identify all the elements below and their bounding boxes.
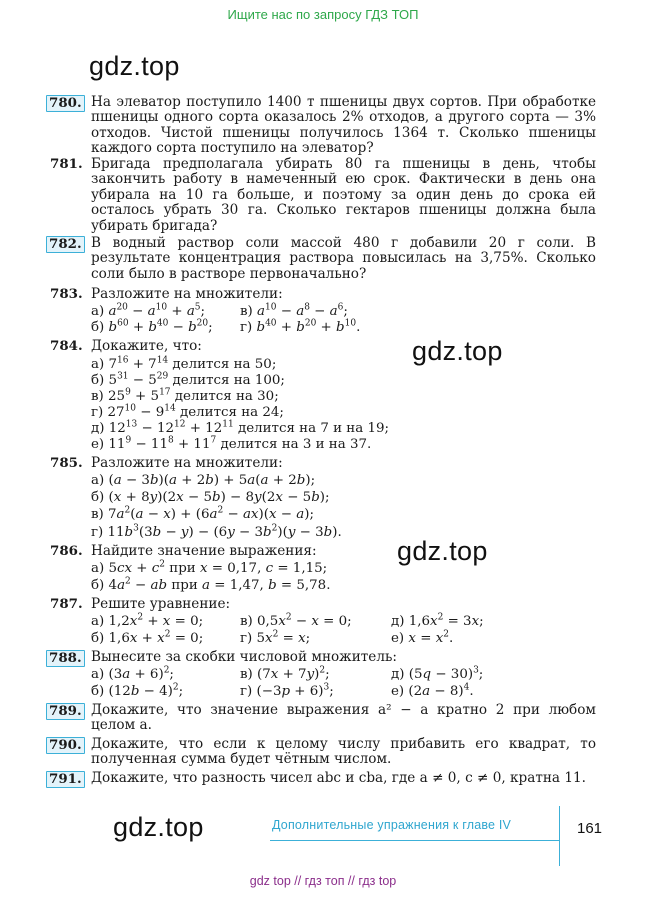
problem-787 — [50, 597, 596, 612]
problem-791 — [50, 771, 596, 786]
formula-line: а) $5cx + c^2$ при x = 0,17, c = 1,15; — [91, 559, 328, 576]
formula-line: г) $11b^3(3b - y) - (6y - 3b^2)(y - 3b)$. — [91, 523, 342, 540]
formula-line: б) (x + 8y)(2x − 5b) − 8y(2x − 5b); — [91, 490, 330, 505]
problem-790 — [50, 737, 596, 768]
chapter-title: Дополнительные упражнения к главе IV — [272, 818, 512, 832]
watermark-logo: gdz.top — [89, 51, 180, 81]
problem-text: Вынесите за скобки числовой множитель: — [91, 649, 397, 665]
formula-line: б) $(12b - 4)^2$; — [91, 682, 184, 699]
problem-781 — [50, 157, 596, 234]
watermark-logo: gdz.top — [412, 336, 503, 366]
problem-783 — [50, 287, 596, 302]
formula-line: в) $0,5x^2 - x = 0$; — [240, 612, 352, 629]
formula-line: г) $5x^2 = x$; — [240, 629, 311, 646]
formula-line: д) $12^{13} - 12^{12} + 12^{11}$ делится на 7 и на 19; — [91, 419, 389, 436]
problem-number: 790. — [46, 737, 85, 754]
problem-782 — [50, 236, 596, 282]
problem-text: Докажите, что если к целому числу прибавить его квадрат, то полученная сумма будет чётным числом. — [91, 736, 596, 768]
page-number: 161 — [577, 820, 603, 837]
formula-line: е) $11^9 - 11^8 + 11^7$ делится на 3 и на 37. — [91, 435, 372, 452]
problem-text: Докажите, что: — [91, 338, 202, 354]
formula-line: а) $(3a + 6)^2$; — [91, 665, 174, 682]
problem-text: Докажите, что значение выражения a² − a кратно 2 при любом целом a. — [91, 702, 596, 734]
problem-785 — [50, 456, 596, 471]
top-banner: Ищите нас по запросу ГДЗ ТОП — [227, 7, 419, 22]
formula-line: в) $25^9 + 5^{17}$ делится на 30; — [91, 387, 279, 404]
formula-line: в) $a^{10} - a^8 - a^6$; — [240, 302, 348, 319]
problem-number: 781. — [50, 156, 83, 172]
formula-line: б) $1,6x + x^2 = 0$; — [91, 629, 204, 646]
problem-788 — [50, 650, 596, 665]
watermark-logo: gdz.top — [397, 536, 488, 566]
formula-line: е) $x = x^2$. — [391, 629, 454, 646]
problem-text: На элеватор поступило 1400 т пшеницы двух сортов. При обработке пшеницы одного сорта оказалось 2% отходов, а другого сорта — 3% отходов. Чистой пшеницы получилось 1364 т. Сколько пшеницы каждого сорта поступило на элеватор? — [91, 94, 596, 157]
problem-number: 787. — [50, 596, 83, 612]
formula-line: б) $b^{60} + b^{40} - b^{20}$; — [91, 318, 213, 335]
formula-line: г) $(-3p + 6)^3$; — [240, 682, 334, 699]
formula-line: а) $1,2x^2 + x = 0$; — [91, 612, 204, 629]
problem-number: 784. — [50, 338, 83, 354]
formula-line: д) $(5q - 30)^3$; — [391, 665, 484, 682]
problem-text: В водный раствор соли массой 480 г добавили 20 г соли. В результате концентрация раствора повысилась на 3,75%. Сколько соли было в растворе первоначально? — [91, 235, 596, 282]
watermark-logo: gdz.top — [113, 812, 204, 842]
problem-text: Найдите значение выражения: — [91, 543, 317, 559]
problem-text: Докажите, что разность чисел abc и cba, где a ≠ 0, c ≠ 0, кратна 11. — [91, 770, 586, 786]
problem-number: 788. — [46, 650, 85, 667]
formula-line: а) (a − 3b)(a + 2b) + 5a(a + 2b); — [91, 473, 316, 488]
formula-line: в) $(7x + 7y)^2$; — [240, 665, 330, 682]
problem-number: 785. — [50, 455, 83, 471]
formula-line: а) $7^{16} + 7^{14}$ делится на 50; — [91, 355, 277, 372]
problem-number: 789. — [46, 703, 85, 720]
problem-number: 791. — [46, 771, 85, 788]
problem-text: Разложите на множители: — [91, 286, 283, 302]
formula-line: в) $7a^2(a - x) + (6a^2 - ax)(x - a)$; — [91, 505, 314, 522]
formula-line: б) $5^{31} - 5^{29}$ делится на 100; — [91, 371, 285, 388]
footer-divider — [270, 840, 560, 841]
problem-786 — [50, 544, 596, 559]
problem-text: Бригада предполагала убирать 80 га пшеницы в день, чтобы закончить работу в намеченный ею срок. Фактически в день она убирала на 10 га больше, и поэтому за один день до срока ей осталось убрать 30 га. Сколько гектаров пшеницы должна была убирать бригада? — [91, 156, 596, 234]
problem-number: 782. — [46, 236, 85, 253]
problem-789 — [50, 703, 596, 734]
formula-line: д) $1,6x^2 = 3x$; — [391, 612, 484, 629]
footer-divider — [559, 806, 560, 866]
formula-line: г) $b^{40} + b^{20} + b^{10}$. — [240, 318, 361, 335]
problem-number: 783. — [50, 286, 83, 302]
problem-784 — [50, 339, 596, 354]
bottom-links[interactable]: gdz top // гдз топ // гдз top — [249, 874, 397, 888]
problem-text: Решите уравнение: — [91, 596, 231, 612]
formula-line: б) $4a^2$ − ab при a = 1,47, b = 5,78. — [91, 576, 331, 593]
formula-line: г) $27^{10} - 9^{14}$ делится на 24; — [91, 403, 284, 420]
formula-line: а) $a^{20} - a^{10} + a^5$; — [91, 302, 206, 319]
problem-780 — [50, 95, 596, 157]
problem-number: 786. — [50, 543, 83, 559]
problem-number: 780. — [46, 95, 85, 112]
problem-text: Разложите на множители: — [91, 455, 283, 471]
formula-line: е) $(2a - 8)^4$. — [391, 682, 474, 699]
